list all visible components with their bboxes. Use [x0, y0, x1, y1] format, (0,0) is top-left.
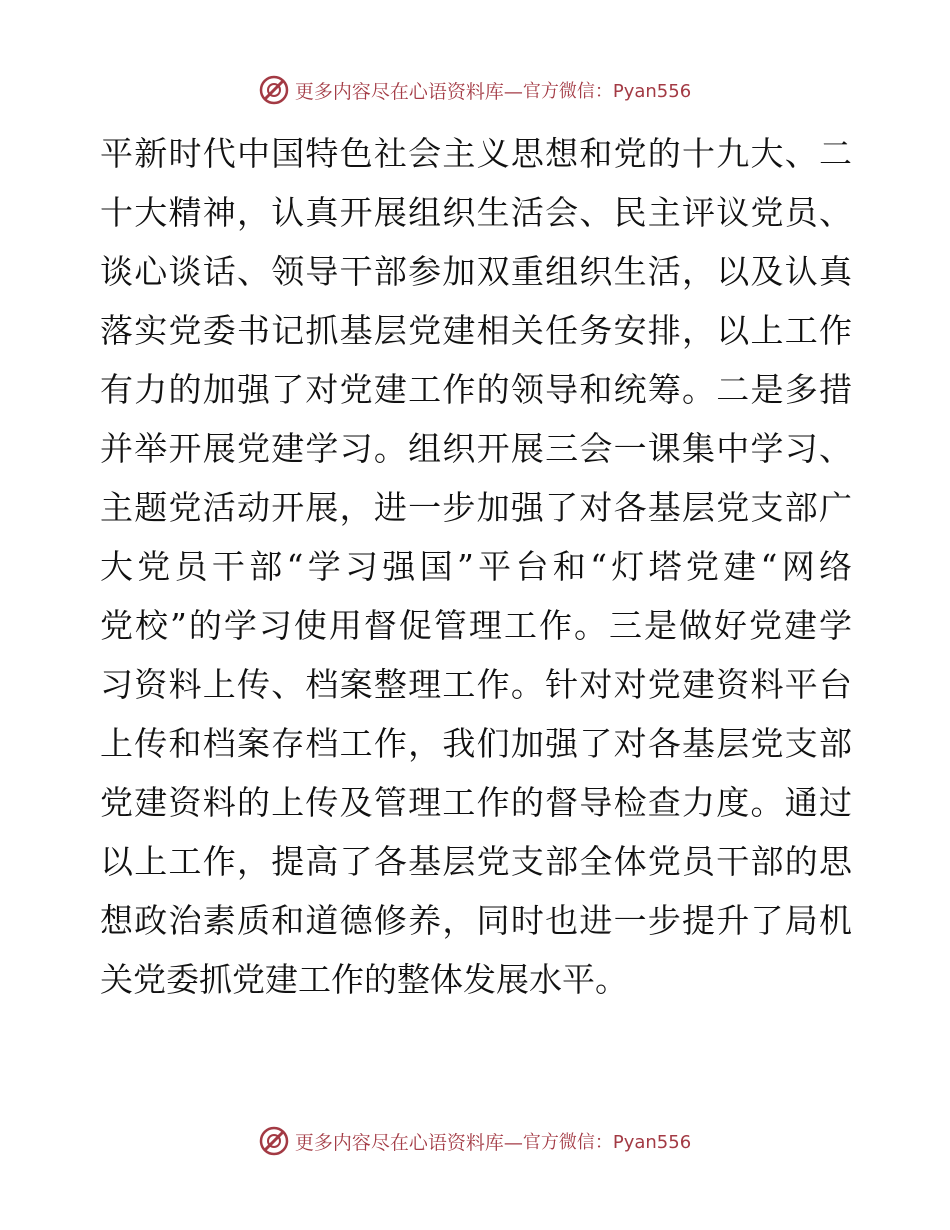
- brand-logo-icon: [259, 75, 289, 105]
- body-line: 平新时代中国特色社会主义思想和党的十九大、二: [100, 134, 852, 173]
- body-line: 落实党委书记抓基层党建相关任务安排，以上工作: [100, 311, 852, 350]
- body-line: 关党委抓党建工作的整体发展水平。: [100, 960, 628, 999]
- body-line: 谈心谈话、领导干部参加双重组织生活，以及认真: [100, 252, 852, 291]
- document-body: [100, 124, 852, 1009]
- body-line: 大党员干部“学习强国”平台和“灯塔党建“网络: [100, 547, 852, 586]
- footer-banner: [0, 1121, 950, 1161]
- body-line: 想政治素质和道德修养，同时也进一步提升了局机: [100, 901, 852, 940]
- body-line: 有力的加强了对党建工作的领导和统筹。二是多措: [100, 370, 852, 409]
- footer-text: 更多内容尽在心语资料库—: [294, 1131, 523, 1154]
- footer-wechat: 官方微信：Pyan556: [522, 1132, 692, 1153]
- header-banner: [0, 70, 950, 110]
- body-line: 十大精神，认真开展组织生活会、民主评议党员、: [100, 193, 852, 232]
- header-text: 更多内容尽在心语资料库—: [294, 80, 523, 103]
- body-line: 以上工作，提高了各基层党支部全体党员干部的思: [100, 842, 852, 881]
- body-line: 主题党活动开展，进一步加强了对各基层党支部广: [100, 488, 852, 527]
- body-line: 党校”的学习使用督促管理工作。三是做好党建学: [100, 606, 852, 645]
- body-line: 上传和档案存档工作，我们加强了对各基层党支部: [100, 724, 852, 763]
- body-line: 习资料上传、档案整理工作。针对对党建资料平台: [100, 665, 852, 704]
- header-wechat: 官方微信：Pyan556: [522, 81, 692, 102]
- body-line: 党建资料的上传及管理工作的督导检查力度。通过: [100, 783, 852, 822]
- brand-logo-icon: [259, 1126, 289, 1156]
- body-line: 并举开展党建学习。组织开展三会一课集中学习、: [100, 429, 852, 468]
